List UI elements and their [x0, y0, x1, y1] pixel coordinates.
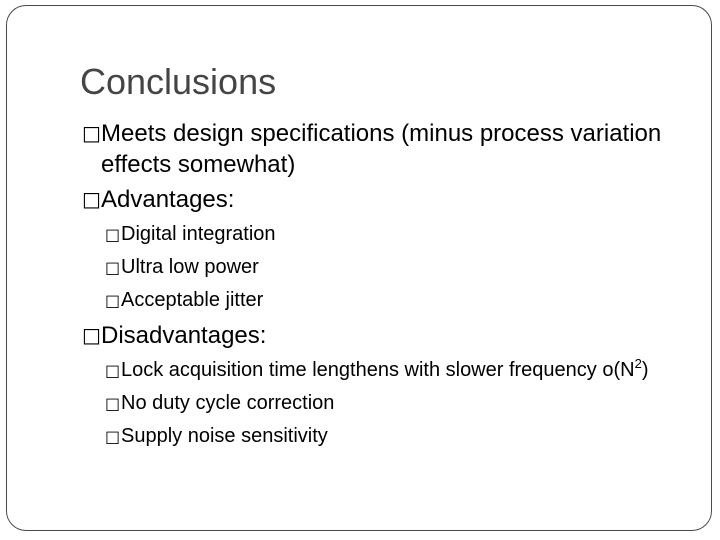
- bullet-text-main: Lock acquisition time lengthens with slower frequency o(N: [121, 359, 635, 381]
- bullet-disadvantages: [82, 320, 682, 351]
- sub-bullet-no-duty-cycle: [82, 389, 682, 418]
- sub-bullet-acceptable-jitter: [82, 286, 682, 315]
- bullet-text: Advantages:: [101, 186, 235, 213]
- bullet-text: Ultra low power: [121, 256, 259, 278]
- bullet-text: No duty cycle correction: [121, 392, 335, 414]
- bullet-text: Meets design specifications (minus process variation effects somewhat): [101, 120, 662, 178]
- bullet-square-icon: □: [104, 258, 121, 277]
- bullet-meets-design: [82, 118, 682, 180]
- bullet-advantages: [82, 184, 682, 215]
- bullet-text-close: ): [641, 359, 649, 381]
- bullet-square-icon: □: [104, 427, 121, 446]
- bullet-square-icon: □: [82, 121, 101, 145]
- bullet-text: Acceptable jitter: [121, 289, 264, 311]
- sub-bullet-lock-acquisition: [82, 356, 682, 385]
- bullet-text: Disadvantages:: [101, 322, 267, 349]
- bullet-square-icon: □: [82, 323, 101, 347]
- bullet-square-icon: □: [82, 187, 101, 211]
- sub-bullet-digital-integration: [82, 220, 682, 249]
- bullet-list: [82, 118, 682, 451]
- bullet-square-icon: □: [104, 394, 121, 413]
- slide-title: Conclusions: [80, 61, 277, 102]
- bullet-square-icon: □: [104, 225, 121, 244]
- exponent: 2: [634, 356, 642, 371]
- sub-bullet-supply-noise: [82, 422, 682, 451]
- bullet-text: Digital integration: [121, 223, 276, 245]
- bullet-square-icon: □: [104, 291, 121, 310]
- sub-bullet-ultra-low-power: [82, 253, 682, 282]
- bullet-text: [121, 356, 649, 381]
- bullet-text: Supply noise sensitivity: [121, 425, 328, 447]
- bullet-square-icon: □: [104, 361, 121, 380]
